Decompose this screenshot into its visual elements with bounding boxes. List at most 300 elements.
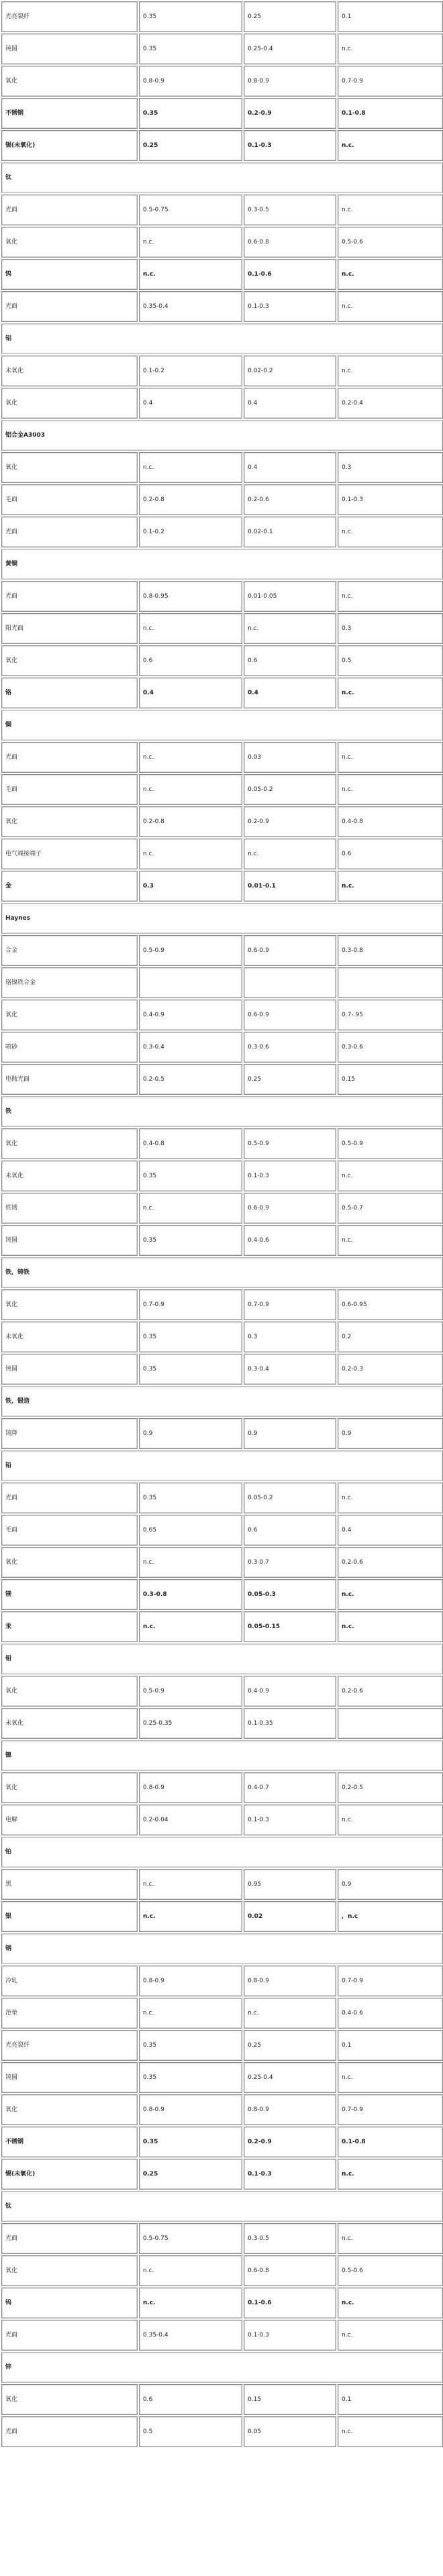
material-cell: 氧化 [1,1128,138,1159]
value-cell-2: 0.8-0.9 [244,2094,336,2125]
material-cell: 光面 [1,581,138,612]
value-cell-1: n.c. [139,2255,242,2286]
material-cell: 银 [1,1901,138,1932]
value-cell-2: 0.02-0.2 [244,356,336,386]
value-cell-3: n.c. [338,2159,443,2190]
table-row [1,678,443,708]
value-cell-2: 0.25-0.4 [244,2062,336,2093]
value-cell-1: 0.35-0.4 [139,291,242,322]
material-cell: 不锈钢 [1,2127,138,2157]
material-cell: 黑 [1,1869,138,1900]
value-cell-2: 0.25 [244,1064,336,1095]
value-cell-1: n.c. [139,1611,242,1642]
value-cell-3: n.c. [338,356,443,386]
table-body [1,1,443,2447]
table-row [1,130,443,161]
value-cell-3: 0.5-0.9 [338,1128,443,1159]
table-row [1,1901,443,1932]
material-cell: 光面 [1,2320,138,2351]
material-cell: 镁 [1,1579,138,1610]
section-heading-row [1,1933,443,1964]
section-heading: Haynes [1,903,443,934]
table-row [1,2094,443,2125]
value-cell-1: 0.35 [139,2030,242,2061]
value-cell-3: 0.2-0.6 [338,1676,443,1707]
value-cell-3: n.c. [338,291,443,322]
value-cell-1: 0.65 [139,1515,242,1546]
value-cell-2: 0.2-0.9 [244,2127,336,2157]
value-cell-1: 0.25-0.35 [139,1708,242,1739]
value-cell-2: 0.8-0.9 [244,1966,336,1996]
table-row [1,98,443,129]
table-row [1,2030,443,2061]
table-row [1,1000,443,1030]
value-cell-3: 0.7-0.9 [338,1966,443,1996]
value-cell-2: 0.1-0.3 [244,1161,336,1191]
table-row [1,1289,443,1320]
table-row [1,742,443,773]
material-cell: 氧化 [1,2384,138,2415]
value-cell-1: n.c. [139,742,242,773]
value-cell-3: 0.5-0.7 [338,1193,443,1224]
table-row [1,2255,443,2286]
value-cell-1: 0.35 [139,1,242,32]
value-cell-3 [338,1708,443,1739]
value-cell-2: 0.1-0.3 [244,1805,336,1835]
material-cell: 铁锈 [1,1193,138,1224]
table-row [1,1772,443,1803]
section-heading: 钢 [1,1933,443,1964]
value-cell-1: 0.8-0.9 [139,1772,242,1803]
table-row [1,484,443,515]
value-cell-2: 0.2-0.9 [244,806,336,837]
value-cell-1: 0.2-0.5 [139,1064,242,1095]
table-row [1,1354,443,1385]
material-cell: 电抛光面 [1,1064,138,1095]
value-cell-1: 0.2-0.8 [139,806,242,837]
section-heading: 钛 [1,162,443,193]
value-cell-3: n.c. [338,2223,443,2254]
section-heading: 铝合金A3003 [1,420,443,451]
value-cell-2: 0.3-0.7 [244,1547,336,1578]
value-cell-2: 0.3-0.5 [244,195,336,225]
value-cell-2: 0.95 [244,1869,336,1900]
value-cell-1: 0.3-0.4 [139,1032,242,1063]
value-cell-3: 0.1-0.3 [338,484,443,515]
value-cell-2: 0.4-0.6 [244,1225,336,1256]
section-heading-row [1,1740,443,1771]
section-heading: 铅 [1,1450,443,1481]
table-row [1,195,443,225]
value-cell-1: n.c. [139,452,242,483]
value-cell-2 [244,967,336,998]
value-cell-1: n.c. [139,613,242,644]
value-cell-2: n.c. [244,1998,336,2029]
value-cell-3: 0.1-0.8 [338,2127,443,2157]
value-cell-1: 0.5-0.75 [139,2223,242,2254]
value-cell-2: 0.1-0.6 [244,259,336,290]
value-cell-1 [139,967,242,998]
value-cell-2: 0.1-0.3 [244,291,336,322]
value-cell-3: n.c. [338,1611,443,1642]
material-cell: 钝圆 [1,2062,138,2093]
value-cell-2: 0.1-0.6 [244,2288,336,2318]
material-cell: 光面 [1,1483,138,1513]
value-cell-1: 0.8-0.95 [139,581,242,612]
table-row [1,1128,443,1159]
section-heading-row [1,323,443,354]
section-heading-row [1,1386,443,1417]
value-cell-3: 0.1 [338,2030,443,2061]
value-cell-3: n.c. [338,259,443,290]
value-cell-1: n.c. [139,1547,242,1578]
value-cell-3: 0.6 [338,839,443,869]
value-cell-3: 0.3-0.8 [338,935,443,966]
table-row [1,1225,443,1256]
value-cell-2: 0.1-0.3 [244,130,336,161]
value-cell-2: 0.4 [244,452,336,483]
table-row [1,1322,443,1352]
material-cell: 氧化 [1,66,138,97]
value-cell-1: 0.4 [139,388,242,419]
table-row [1,839,443,869]
material-cell: 未氧化 [1,1322,138,1352]
material-cell: 光面 [1,517,138,547]
value-cell-1: 0.6 [139,2384,242,2415]
value-cell-2: 0.02 [244,1901,336,1932]
value-cell-1: 0.35 [139,34,242,64]
material-cell: 毛面 [1,1515,138,1546]
section-heading: 铂 [1,1837,443,1868]
material-cell: 未氧化 [1,1161,138,1191]
table-row [1,1483,443,1513]
value-cell-2: 0.2-0.9 [244,98,336,129]
value-cell-2: 0.6 [244,645,336,676]
value-cell-2: 0.05-0.2 [244,1483,336,1513]
value-cell-1: 0.25 [139,2159,242,2190]
value-cell-2: 0.6-0.8 [244,227,336,258]
material-cell: 锡(未氧化) [1,2159,138,2190]
value-cell-3: n.c. [338,1579,443,1610]
value-cell-3: n.c. [338,678,443,708]
value-cell-2: 0.05-0.15 [244,1611,336,1642]
value-cell-3: 0.4 [338,1515,443,1546]
value-cell-3: n.c. [338,2288,443,2318]
value-cell-1: 0.5 [139,2416,242,2447]
value-cell-1: 0.5-0.9 [139,1676,242,1707]
table-row [1,1193,443,1224]
section-heading: 镍 [1,1740,443,1771]
material-cell: 范垫 [1,1998,138,2029]
section-heading: 铁，铸铁 [1,1257,443,1288]
table-row [1,259,443,290]
section-heading-row [1,903,443,934]
value-cell-3: 0.5-0.6 [338,227,443,258]
section-heading: 锌 [1,2352,443,2383]
value-cell-2: 0.6-0.8 [244,2255,336,2286]
section-heading: 钛 [1,2191,443,2222]
section-heading-row [1,2352,443,2383]
value-cell-1: 0.8-0.9 [139,2094,242,2125]
table-row [1,581,443,612]
value-cell-1: 0.35 [139,1161,242,1191]
material-cell: 光面 [1,2223,138,2254]
material-cell: 光面 [1,742,138,773]
section-heading-row [1,1644,443,1674]
section-heading-row [1,2191,443,2222]
table-row [1,1579,443,1610]
value-cell-2: 0.1-0.3 [244,2320,336,2351]
section-heading: 钼 [1,1644,443,1674]
material-cell: 氧化 [1,2094,138,2125]
value-cell-3: ，n.c [338,1901,443,1932]
material-cell: 锡(未氧化) [1,130,138,161]
material-cell: 电解 [1,1805,138,1835]
value-cell-1: 0.35 [139,1322,242,1352]
material-cell: 氧化 [1,1547,138,1578]
table-row [1,1547,443,1578]
value-cell-1: n.c. [139,2288,242,2318]
value-cell-1: n.c. [139,1901,242,1932]
section-heading: 铜 [1,710,443,741]
section-heading-row [1,549,443,580]
value-cell-2: 0.02-0.1 [244,517,336,547]
material-cell: 光面 [1,2416,138,2447]
value-cell-2: 0.6-0.9 [244,935,336,966]
material-cell: 合金 [1,935,138,966]
value-cell-2: 0.25 [244,2030,336,2061]
value-cell-3: 0.7-0.9 [338,66,443,97]
table-row [1,2288,443,2318]
value-cell-3: n.c. [338,1805,443,1835]
value-cell-1: n.c. [139,774,242,805]
value-cell-1: n.c. [139,839,242,869]
value-cell-3: n.c. [338,130,443,161]
value-cell-2: 0.25 [244,1,336,32]
value-cell-3: 0.15 [338,1064,443,1095]
material-cell: 氧化 [1,388,138,419]
value-cell-2: 0.6-0.9 [244,1193,336,1224]
value-cell-2: 0.3-0.4 [244,1354,336,1385]
material-cell: 氧化 [1,452,138,483]
section-heading-row [1,1837,443,1868]
section-heading: 黄铜 [1,549,443,580]
value-cell-3: n.c. [338,742,443,773]
table-row [1,1418,443,1449]
material-cell: 光亮裂纤 [1,2030,138,2061]
value-cell-1: 0.35 [139,98,242,129]
material-cell: 电气端接端子 [1,839,138,869]
table-row [1,2416,443,2447]
table-row [1,1032,443,1063]
table-row [1,1515,443,1546]
value-cell-3: 0.2-0.4 [338,388,443,419]
section-heading: 铝 [1,323,443,354]
section-heading: 铁 [1,1096,443,1127]
material-cell: 氧化 [1,1289,138,1320]
value-cell-1: n.c. [139,1193,242,1224]
value-cell-1: 0.7-0.9 [139,1289,242,1320]
material-cell: 毛面 [1,484,138,515]
value-cell-2: 0.1-0.35 [244,1708,336,1739]
value-cell-1: 0.35 [139,1483,242,1513]
value-cell-3: n.c. [338,581,443,612]
value-cell-1: 0.2-0.04 [139,1805,242,1835]
table-row [1,517,443,547]
value-cell-3: 0.6-0.95 [338,1289,443,1320]
value-cell-2: 0.15 [244,2384,336,2415]
value-cell-2: 0.01-0.1 [244,871,336,902]
section-heading-row [1,710,443,741]
value-cell-3: 0.9 [338,1869,443,1900]
table-row [1,871,443,902]
value-cell-2: 0.3 [244,1322,336,1352]
table-row [1,1998,443,2029]
material-cell: 钝降 [1,1418,138,1449]
table-row [1,774,443,805]
value-cell-1: 0.4-0.9 [139,1000,242,1030]
value-cell-1: 0.35-0.4 [139,2320,242,2351]
table-row [1,66,443,97]
value-cell-1: n.c. [139,1998,242,2029]
value-cell-1: 0.4 [139,678,242,708]
value-cell-1: 0.4-0.8 [139,1128,242,1159]
value-cell-3: n.c. [338,34,443,64]
value-cell-2: 0.2-0.6 [244,484,336,515]
value-cell-2: 0.05 [244,2416,336,2447]
table-row [1,227,443,258]
material-cell: 汞 [1,1611,138,1642]
value-cell-3: n.c. [338,195,443,225]
section-heading-row [1,1450,443,1481]
table-row [1,1611,443,1642]
table-row [1,806,443,837]
value-cell-1: 0.6 [139,645,242,676]
table-row [1,2062,443,2093]
value-cell-2: 0.03 [244,742,336,773]
value-cell-3: n.c. [338,1161,443,1191]
table-row [1,2127,443,2157]
value-cell-3: 0.1 [338,1,443,32]
material-cell: 不锈钢 [1,98,138,129]
table-row [1,388,443,419]
table-row [1,1,443,32]
value-cell-2: 0.4 [244,678,336,708]
value-cell-2: 0.4-0.7 [244,1772,336,1803]
value-cell-3: 0.3 [338,452,443,483]
value-cell-2: n.c. [244,613,336,644]
value-cell-1: 0.8-0.9 [139,1966,242,1996]
table-row [1,34,443,64]
table-row [1,645,443,676]
value-cell-2: 0.7-0.9 [244,1289,336,1320]
section-heading-row [1,420,443,451]
value-cell-2: 0.4-0.9 [244,1676,336,1707]
section-heading-row [1,1096,443,1127]
value-cell-3: 0.4-0.8 [338,806,443,837]
table-row [1,1805,443,1835]
value-cell-2: 0.05-0.3 [244,1579,336,1610]
material-cell: 钝圆 [1,1354,138,1385]
material-cell: 阳光面 [1,613,138,644]
value-cell-3: 0.7-0.9 [338,2094,443,2125]
value-cell-3: 0.2 [338,1322,443,1352]
material-cell: 钝圆 [1,1225,138,1256]
value-cell-1: 0.9 [139,1418,242,1449]
value-cell-3: 0.4-0.6 [338,1998,443,2029]
material-cell: 氧化 [1,1000,138,1030]
value-cell-3: 0.5-0.6 [338,2255,443,2286]
value-cell-3: 0.2-0.3 [338,1354,443,1385]
value-cell-3: 0.5 [338,645,443,676]
table-row [1,613,443,644]
value-cell-2: 0.05-0.2 [244,774,336,805]
material-cell: 光面 [1,291,138,322]
value-cell-3: n.c. [338,1483,443,1513]
value-cell-1: 0.35 [139,2062,242,2093]
table-row [1,1869,443,1900]
value-cell-3: n.c. [338,2320,443,2351]
material-cell: 未氧化 [1,356,138,386]
value-cell-2: 0.8-0.9 [244,66,336,97]
material-cell: 铬镍铁合金 [1,967,138,998]
material-cell: 光亮裂纤 [1,1,138,32]
table-row [1,1161,443,1191]
value-cell-3: 0.3 [338,613,443,644]
value-cell-1: 0.25 [139,130,242,161]
table-row [1,935,443,966]
value-cell-2: 0.3-0.5 [244,2223,336,2254]
material-cell: 氧化 [1,645,138,676]
material-cell: 喷砂 [1,1032,138,1063]
table-row [1,291,443,322]
value-cell-1: n.c. [139,259,242,290]
value-cell-1: 0.3-0.8 [139,1579,242,1610]
table-row [1,967,443,998]
material-cell: 氧化 [1,227,138,258]
value-cell-2: 0.1-0.3 [244,2159,336,2190]
value-cell-1: 0.5-0.75 [139,195,242,225]
value-cell-2: 0.6-0.9 [244,1000,336,1030]
value-cell-3: n.c. [338,2416,443,2447]
material-cell: 钨 [1,2288,138,2318]
table-row [1,356,443,386]
value-cell-2: 0.3-0.6 [244,1032,336,1063]
value-cell-3: 0.7-.95 [338,1000,443,1030]
value-cell-2: 0.4 [244,388,336,419]
value-cell-1: 0.35 [139,1354,242,1385]
table-row [1,2384,443,2415]
table-row [1,2320,443,2351]
material-cell: 氧化 [1,1772,138,1803]
section-heading-row [1,1257,443,1288]
table-row [1,1064,443,1095]
value-cell-2: n.c. [244,839,336,869]
value-cell-3: n.c. [338,517,443,547]
value-cell-3: 0.3-0.6 [338,1032,443,1063]
material-cell: 毛面 [1,774,138,805]
table-row [1,1708,443,1739]
table-row [1,2159,443,2190]
value-cell-2: 0.5-0.9 [244,1128,336,1159]
section-heading: 铁，锻造 [1,1386,443,1417]
value-cell-2: 0.01-0.05 [244,581,336,612]
value-cell-3: 0.1 [338,2384,443,2415]
section-heading-row [1,162,443,193]
material-cell: 光面 [1,195,138,225]
value-cell-2: 0.9 [244,1418,336,1449]
value-cell-1: 0.35 [139,2127,242,2157]
